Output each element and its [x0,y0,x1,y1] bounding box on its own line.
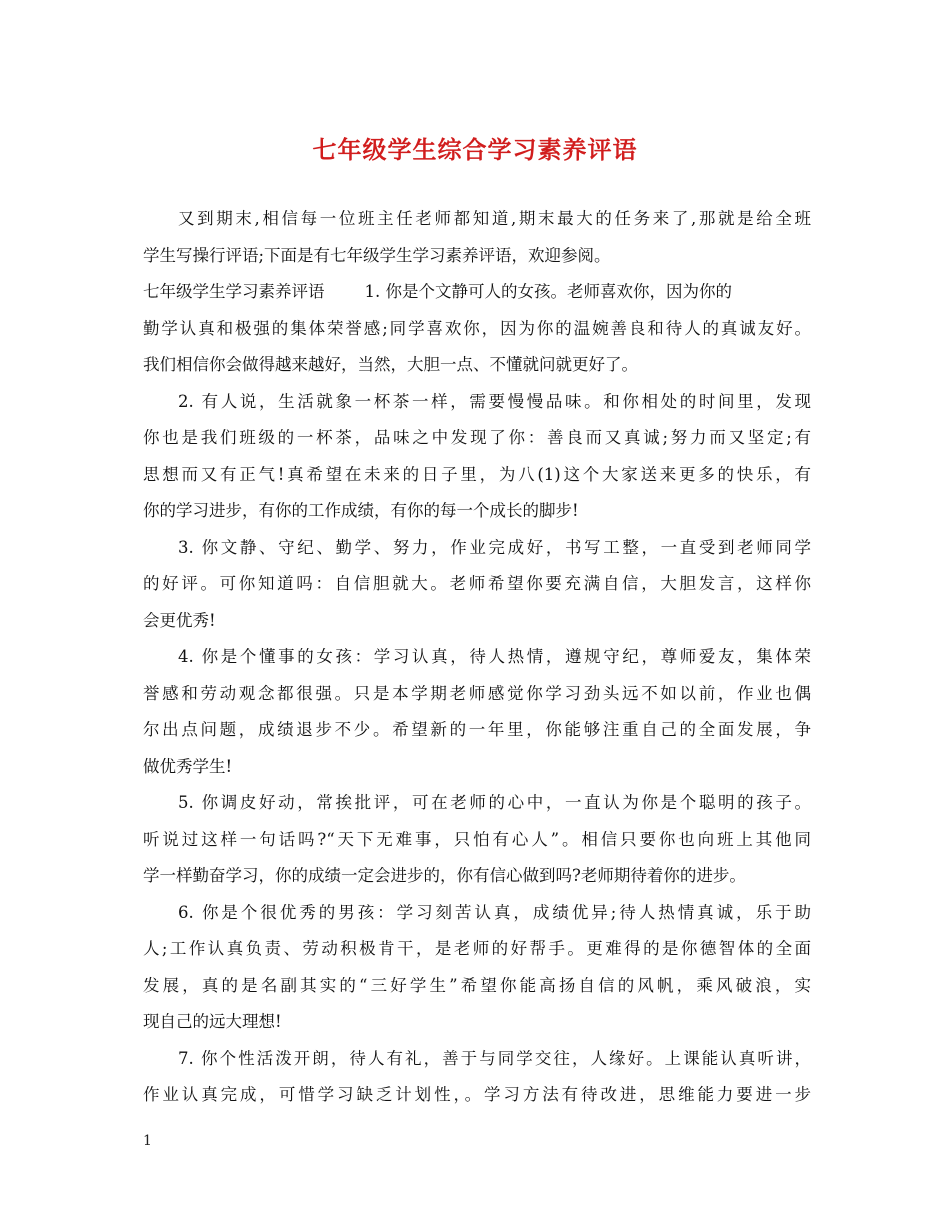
page-number: 1 [143,1133,152,1149]
paragraph-line: 6. 你是个很优秀的男孩：学习刻苦认真，成绩优异;待人热情真诚，乐于助 [178,902,811,922]
section-heading: 七年级学生学习素养评语 [143,282,325,301]
paragraph-line: 你也是我们班级的一杯茶，品味之中发现了你：善良而又真诚;努力而又坚定;有 [143,428,811,447]
paragraph-line: 2. 有人说，生活就象一杯茶一样，需要慢慢品味。和你相处的时间里，发现 [178,391,811,411]
paragraph-line [143,274,811,311]
document-title: 七年级学生综合学习素养评语 [312,135,638,164]
paragraph-line: 现自己的远大理想! [143,1012,282,1031]
paragraph-line: 我们相信你会做得越来越好，当然，大胆一点、不懂就问就更好了。 [143,355,638,374]
paragraph-line: 听说过这样一句话吗?“天下无难事，只怕有心人”。相信只要你也向班上其他同 [143,829,811,849]
paragraph-line: 的好评。可你知道吗：自信胆就大。老师希望你要充满自信，大胆发言，这样你 [143,574,811,593]
paragraph-line: 发展，真的是名副其实的“三好学生”希望你能高扬自信的风帆，乘风破浪，实 [143,975,811,995]
paragraph-line: 勤学认真和极强的集体荣誉感;同学喜欢你，因为你的温婉善良和待人的真诚友好。 [143,318,811,338]
paragraph-line: 7. 你个性活泼开朗，待人有礼，善于与同学交往，人缘好。上课能认真听讲， [178,1048,811,1068]
paragraph-line: 又到期末,相信每一位班主任老师都知道,期末最大的任务来了,那就是给全班 [178,209,811,228]
paragraph-line: 4. 你是个懂事的女孩：学习认真，待人热情，遵规守纪，尊师爱友，集体荣 [178,647,811,666]
paragraph-line: 作业认真完成，可惜学习缺乏计划性，。学习方法有待改进，思维能力要进一步 [143,1085,811,1104]
paragraph-line: 会更优秀! [143,610,216,630]
paragraph-line: 誉感和劳动观念都很强。只是本学期老师感觉你学习劲头远不如以前，作业也偶 [143,683,811,703]
paragraph-line: 学生写操行评语;下面是有七年级学生学习素养评语，欢迎参阅。 [143,245,611,265]
paragraph-line: 人;工作认真负责、劳动积极肯干，是老师的好帮手。更难得的是你德智体的全面 [143,939,811,958]
paragraph-line: 学一样勤奋学习，你的成绩一定会进步的，你有信心做到吗?老师期待着你的进步。 [143,866,746,885]
paragraph-line: 尔出点问题，成绩退步不少。希望新的一年里，你能够注重自己的全面发展，争 [143,720,811,739]
paragraph-line: 做优秀学生! [143,756,233,776]
paragraph-line-text: 1. 你是个文静可人的女孩。老师喜欢你，因为你的 [364,282,732,301]
document-body [143,201,811,1114]
paragraph-line: 你的学习进步，有你的工作成绩，有你的每一个成长的脚步! [143,501,579,520]
paragraph-line: 5. 你调皮好动，常挨批评，可在老师的心中，一直认为你是个聪明的孩子。 [178,793,811,812]
paragraph-line: 思想而又有正气!真希望在未来的日子里，为八(1)这个大家送来更多的快乐，有 [143,464,811,484]
paragraph-line: 3. 你文静、守纪、勤学、努力，作业完成好，书写工整，一直受到老师同学 [178,537,811,557]
